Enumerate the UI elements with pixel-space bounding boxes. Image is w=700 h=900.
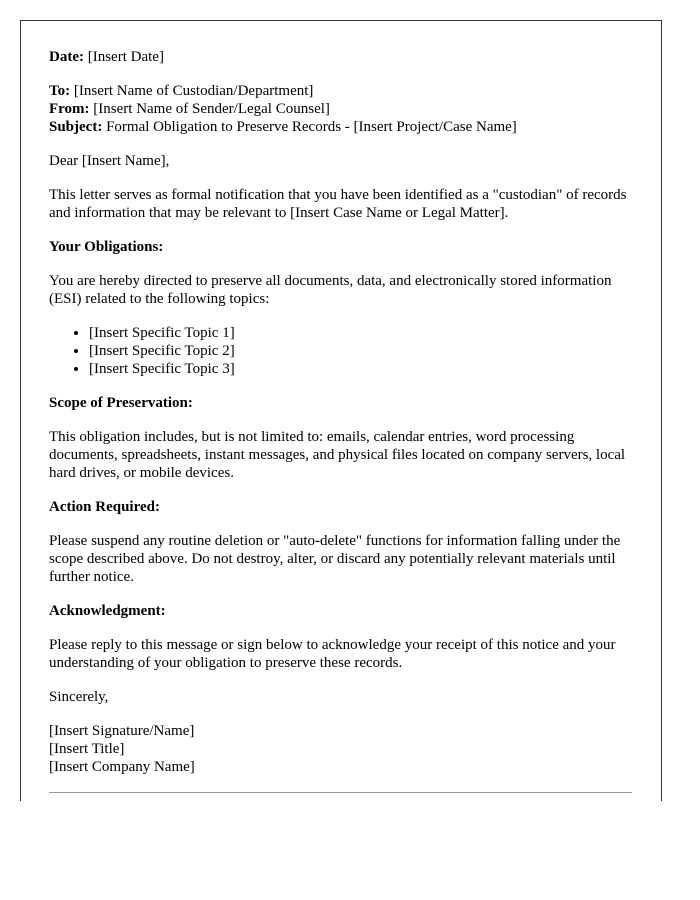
scope-paragraph: This obligation includes, but is not limited to: emails, calendar entries, word processing documents, spreadsheets, instant messages, and physical files located on company servers, local hard drives, or mobile devices.: [49, 429, 626, 481]
from-value: [Insert Name of Sender/Legal Counsel]: [93, 101, 330, 117]
from-label: From:: [49, 101, 90, 117]
obligations-heading-text: Your Obligations:: [49, 239, 164, 255]
scope-heading-text: Scope of Preservation:: [49, 395, 193, 411]
acknowledgment-heading: [49, 602, 632, 620]
subject-label: Subject:: [49, 119, 103, 135]
action-paragraph: Please suspend any routine deletion or "auto-delete" functions for information falling under the scope described above. Do not destroy, alter, or discard any potentially relevant materials until further notice.: [49, 533, 621, 585]
action-heading: [49, 498, 632, 516]
date-line: [49, 48, 632, 66]
intro-paragraph: This letter serves as formal notification that you have been identified as a "custodian" of records and information that may be relevant to [Insert Case Name or Legal Matter].: [49, 187, 627, 221]
address-block: [49, 82, 632, 136]
list-item: • [Insert Specific Topic 3]: [89, 360, 632, 378]
acknowledgment-paragraph: Please reply to this message or sign below to acknowledge your receipt of this notice and your understanding of your obligation to preserve these records.: [49, 637, 616, 671]
salutation: Dear [Insert Name],: [49, 153, 170, 169]
list-item: • [Insert Specific Topic 1]: [89, 324, 632, 342]
list-item: • [Insert Specific Topic 2]: [89, 342, 632, 360]
scope-heading: [49, 394, 632, 412]
obligations-paragraph: You are hereby directed to preserve all documents, data, and electronically stored information (ESI) related to the following topics:: [49, 273, 612, 307]
action-heading-text: Action Required:: [49, 499, 160, 515]
date-label: Date:: [49, 49, 84, 65]
topics-list: [49, 324, 632, 378]
signature-title: [Insert Title]: [49, 741, 125, 757]
signature-name: [Insert Signature/Name]: [49, 723, 195, 739]
to-label: To:: [49, 83, 71, 99]
signature-block: [49, 722, 632, 776]
letter-page: [20, 20, 662, 801]
acknowledgment-heading-text: Acknowledgment:: [49, 603, 166, 619]
closing: Sincerely,: [49, 689, 109, 705]
signature-company: [Insert Company Name]: [49, 759, 195, 775]
obligations-heading: [49, 238, 632, 256]
divider: [49, 792, 632, 793]
to-value: [Insert Name of Custodian/Department]: [73, 83, 314, 99]
date-value: [Insert Date]: [87, 49, 164, 65]
subject-value: Formal Obligation to Preserve Records - [Insert Project/Case Name]: [106, 119, 517, 135]
